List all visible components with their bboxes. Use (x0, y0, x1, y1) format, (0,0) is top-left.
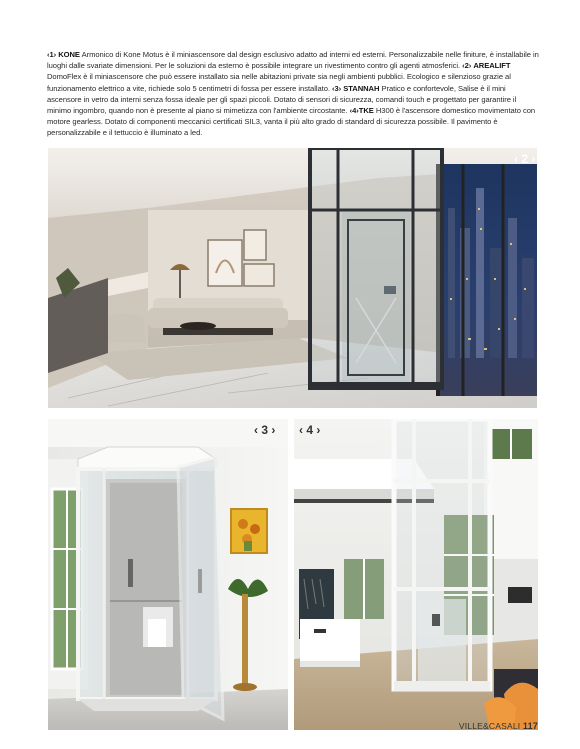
item-tag-1: ‹1› (47, 50, 57, 59)
text-kone: Armonico di Kone Motus è il miniascensore dal design esclusivo adatto ad interni ed esterni. Personalizzabile nelle finiture, è installabile in luoghi dalle svariate dimensioni. Per le soluzioni da esterno è possibile integrare un rivestimento contro gli agenti atmosferici. (47, 50, 539, 71)
photo-label-2: ‹ 2 › (514, 152, 536, 166)
photo-label-4: ‹ 4 › (299, 423, 321, 437)
magazine-name: VILLE&CASALI (458, 721, 521, 731)
brand-kone: KONE (58, 50, 80, 59)
article-body (47, 49, 540, 139)
page-number: 117 (522, 721, 538, 731)
brand-arealift: AREALIFT (473, 61, 511, 71)
page-footer (459, 721, 538, 731)
photo-label-3: ‹ 3 › (254, 423, 276, 437)
item-tag-3: ‹3› (332, 83, 342, 93)
item-tag-2: ‹2› (462, 61, 472, 71)
text-arealift: DomoFlex è il miniascensore che può essere installato sia nelle abitazioni private sia negli ambienti pubblici. Ecologico e silenzioso grazie al funzionamento elettrico a vite, richiede solo 5 centimetri di fossa per essere installato. (47, 72, 511, 93)
photo-stannah-glass-elevator (48, 419, 288, 730)
brand-tke: TKE (358, 106, 374, 116)
photo-arealift-living-room (48, 148, 537, 408)
photo-tke-h300-elevator (294, 419, 538, 730)
article-paragraph (47, 49, 540, 139)
text-tke: H300 è l'ascensore domestico movimentato con motore gearless. Dotato di componenti meccanici certificati SIL3, vanta il più alto grado di standard di sicurezza possibile. Il pavimento è personalizzabile e il tettuccio è illuminato a led. (47, 106, 536, 138)
item-tag-4: ‹4› (349, 106, 359, 116)
brand-stannah: STANNAH (343, 83, 380, 93)
text-stannah: Pratico e confortevole, Salise è il mini ascensore in vetro da interni senza fossa ideale per gli spazi piccoli. Dotato di sensori di sicurezza, comandi touch e progettato per garantire il minimo ingombro, quando non è presente al piano si mimetizza con l'ambiente circostante. (47, 83, 517, 116)
